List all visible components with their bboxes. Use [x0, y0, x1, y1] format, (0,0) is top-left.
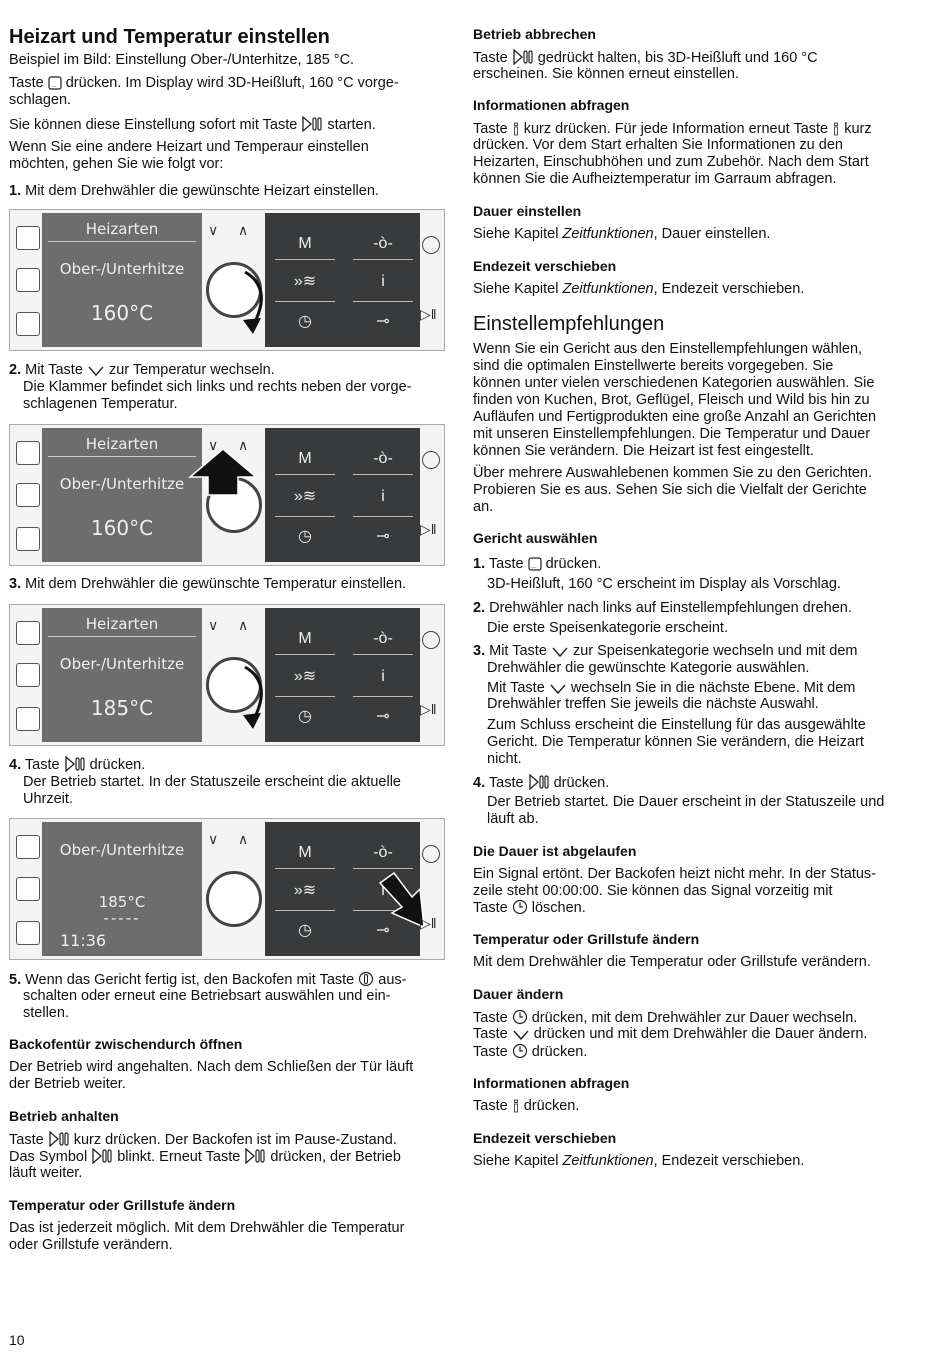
display: [42, 822, 202, 956]
m-icon[interactable]: M: [298, 630, 312, 647]
hotair-icon[interactable]: »≋: [293, 882, 317, 899]
step-1: 1. Mit dem Drehwähler die gewünschte Heizart einstellen.: [9, 183, 379, 199]
display-mode: Ober-/Unterhitze: [59, 841, 185, 859]
display-header: Heizarten: [85, 435, 159, 453]
rotary-knob[interactable]: [206, 871, 262, 927]
dish-step-1-text: 3D-Heißluft, 160 °C erscheint im Display als Vorschlag.: [487, 576, 841, 592]
info-text: drücken. Vor dem Start erhalten Sie Informationen zu den: [473, 137, 843, 153]
start-stop-icon[interactable]: ▷‖: [420, 701, 437, 717]
display: [42, 428, 202, 562]
pointer-arrow-icon: [188, 447, 258, 497]
display-header: Heizarten: [85, 615, 159, 633]
function-grid: [265, 608, 420, 742]
m-icon[interactable]: M: [298, 235, 312, 252]
cancel-text: Taste gedrückt halten, bis 3D-Heißluft und 160 °C: [473, 49, 818, 70]
paragraph: Wenn Sie eine andere Heizart und Temperaur einstellen: [9, 139, 369, 155]
expired-text: Ein Signal ertönt. Der Backofen heizt nicht mehr. In der Status-: [473, 866, 876, 882]
divider: [275, 654, 335, 655]
power-icon[interactable]: [422, 236, 440, 254]
cancel-text: erscheinen. Sie können erneut einstellen.: [473, 66, 740, 82]
heat-mode-button[interactable]: [16, 877, 40, 901]
display-mode: Ober-/Unterhitze: [59, 260, 185, 278]
divider: [275, 910, 335, 911]
dish-step-2: 2. Drehwähler nach links auf Einstellempfehlungen drehen.: [473, 600, 852, 616]
heading-info: Informationen abfragen: [473, 1075, 630, 1091]
heading-expired: Die Dauer ist abgelaufen: [473, 843, 637, 859]
temp-text: oder Grillstufe verändern.: [9, 1237, 173, 1253]
display-header: Heizarten: [85, 220, 159, 238]
power-icon[interactable]: [422, 845, 440, 863]
pause-text: Das Symbol blinkt. Erneut Taste drücken, der Betrieb: [9, 1148, 401, 1169]
expired-text: Taste löschen.: [473, 899, 586, 920]
control-panel-2: [9, 424, 445, 566]
pause-text: Taste kurz drücken. Der Backofen ist im Pause-Zustand.: [9, 1131, 397, 1152]
step-4: 4. Taste drücken.: [9, 756, 145, 777]
change-duration-text: Taste drücken.: [473, 1043, 587, 1064]
divider: [48, 241, 196, 242]
display-temp: 185°C: [90, 696, 154, 720]
svg-text:...: ...: [50, 82, 57, 89]
power-icon[interactable]: [422, 631, 440, 649]
heading-info: Informationen abfragen: [473, 97, 630, 113]
menu-button-icon: [528, 557, 542, 576]
step-5: 5. Wenn das Gericht fertig ist, den Backofen mit Taste aus-: [9, 971, 407, 992]
dish-step-3-text: Drehwähler treffen Sie jeweils die nächste Auswahl.: [487, 696, 819, 712]
dots-button[interactable]: [16, 312, 40, 336]
power-icon[interactable]: [422, 451, 440, 469]
dots-button[interactable]: [16, 527, 40, 551]
start-stop-icon: [244, 1148, 266, 1169]
divider: [353, 516, 413, 517]
recommendations-text: finden von Kuchen, Brot, Geflügel, Fleisch und Wild bis hin zu: [473, 392, 870, 408]
divider: [353, 301, 413, 302]
dish-step-3: 3. Mit Taste zur Speisenkategorie wechseln und mit dem: [473, 643, 857, 663]
control-panel-3: [9, 604, 445, 746]
start-stop-icon: [301, 116, 323, 137]
dish-step-1: 1. Taste ... drücken.: [473, 556, 601, 576]
heat-mode-button[interactable]: [16, 268, 40, 292]
start-stop-icon: [91, 1148, 113, 1169]
page-number: 10: [9, 1332, 25, 1348]
display: [42, 213, 202, 347]
clock-icon[interactable]: ◷: [298, 313, 312, 330]
recommendations-text: Über mehrere Auswahlebenen kommen Sie zu den Gerichten.: [473, 465, 872, 481]
chevron-up-icon[interactable]: ∧: [238, 437, 249, 453]
display-temp: 160°C: [90, 301, 154, 325]
recommendations-text: Probieren Sie es aus. Sehen Sie sich die Vielfalt der Gerichte: [473, 482, 867, 498]
chevron-up-icon[interactable]: ∧: [238, 222, 249, 238]
info-icon[interactable]: i: [381, 668, 385, 685]
key-icon[interactable]: ⊸: [376, 528, 390, 545]
clock-icon: [512, 1043, 528, 1064]
endtime-text: Siehe Kapitel Zeitfunktionen, Endezeit verschieben.: [473, 281, 805, 297]
recommendations-text: sind die optimalen Einstellwerte bereits vorgegeben. Sie: [473, 358, 834, 374]
control-panel-1: [9, 209, 445, 351]
dish-step-4-text: läuft ab.: [487, 811, 539, 827]
light-icon[interactable]: -ò-: [373, 630, 393, 647]
display-temp: 185°C: [98, 893, 146, 911]
door-text: Der Betrieb wird angehalten. Nach dem Schließen der Tür läuft: [9, 1059, 414, 1075]
heading-select-dish: Gericht auswählen: [473, 530, 598, 546]
example-text: Beispiel im Bild: Einstellung Ober-/Unterhitze, 185 °C.: [9, 52, 355, 68]
heading-temp: Temperatur oder Grillstufe ändern: [473, 931, 700, 947]
menu-button[interactable]: [16, 226, 40, 250]
divider: [48, 456, 196, 457]
recommendations-text: mit unseren Einstellempfehlungen. Die Temperatur und Dauer: [473, 426, 871, 442]
info-icon[interactable]: i: [381, 273, 385, 290]
display-mode: Ober-/Unterhitze: [59, 655, 185, 673]
hotair-icon[interactable]: »≋: [293, 488, 317, 505]
clock-icon: [512, 899, 528, 920]
light-icon[interactable]: -ò-: [373, 235, 393, 252]
divider: [353, 474, 413, 475]
temp-text: Das ist jederzeit möglich. Mit dem Drehwähler die Temperatur: [9, 1220, 405, 1236]
step-2-text: schlagenen Temperatur.: [23, 396, 178, 412]
endtime-text: Siehe Kapitel Zeitfunktionen, Endezeit verschieben.: [473, 1153, 805, 1169]
dots-button[interactable]: [16, 707, 40, 731]
hotair-icon[interactable]: »≋: [293, 668, 317, 685]
chevron-down-icon[interactable]: ∨: [208, 831, 219, 847]
heading-change-duration: Dauer ändern: [473, 986, 564, 1002]
step-3: 3. Mit dem Drehwähler die gewünschte Temperatur einstellen.: [9, 576, 407, 592]
control-panel-4: [9, 818, 445, 960]
temp-text: Mit dem Drehwähler die Temperatur oder Grillstufe verändern.: [473, 954, 871, 970]
paragraph: Sie können diese Einstellung sofort mit Taste starten.: [9, 116, 376, 137]
step-5-text: stellen.: [23, 1005, 69, 1021]
divider: [353, 868, 413, 869]
heading-pause: Betrieb anhalten: [9, 1108, 119, 1124]
step-2-text: Die Klammer befindet sich links und rechts neben der vorge-: [23, 379, 412, 395]
display-clock: 11:36: [60, 931, 107, 950]
heading-recommendations: Einstellempfehlungen: [473, 313, 665, 335]
menu-button[interactable]: [16, 441, 40, 465]
chevron-down-icon[interactable]: ∨: [208, 222, 219, 238]
m-icon[interactable]: M: [298, 450, 312, 467]
dish-step-3-text: Mit Taste wechseln Sie in die nächste Ebene. Mit dem: [473, 680, 855, 700]
clock-icon[interactable]: ◷: [298, 708, 312, 725]
dish-step-3-text: nicht.: [487, 751, 522, 767]
duration-text: Siehe Kapitel Zeitfunktionen, Dauer einstellen.: [473, 226, 771, 242]
info-text: können Sie die Aufheiztemperatur im Garraum abfragen.: [473, 171, 837, 187]
divider: [275, 516, 335, 517]
m-icon[interactable]: M: [298, 844, 312, 861]
dish-step-3-text: Zum Schluss erscheint die Einstellung für das ausgewählte: [487, 717, 866, 733]
chevron-down-icon[interactable]: ∨: [208, 617, 219, 633]
dish-step-3-text: Drehwähler die gewünschte Kategorie auswählen.: [487, 660, 810, 676]
start-stop-icon: [528, 774, 550, 795]
pause-text: läuft weiter.: [9, 1165, 83, 1181]
dish-step-3-text: Gericht. Die Temperatur können Sie verändern, die Heizart: [487, 734, 864, 750]
chevron-up-icon[interactable]: ∧: [238, 831, 249, 847]
menu-button[interactable]: [16, 835, 40, 859]
paragraph-cont: schlagen.: [9, 92, 72, 108]
divider: [275, 868, 335, 869]
recommendations-text: Wenn Sie ein Gericht aus den Einstellempfehlungen wählen,: [473, 341, 863, 357]
heading-duration: Dauer einstellen: [473, 203, 582, 219]
key-icon[interactable]: ⊸: [376, 708, 390, 725]
menu-button[interactable]: [16, 621, 40, 645]
recommendations-text: Aufläufen und Fertigprodukten eine große Anzahl an Gerichten: [473, 409, 877, 425]
display-progress: -----: [103, 909, 141, 927]
recommendations-text: können unter vielen verschiedenen Kategorien auswählen. Sie: [473, 375, 875, 391]
recommendations-text: an.: [473, 499, 494, 515]
dots-button[interactable]: [16, 921, 40, 945]
display-mode: Ober-/Unterhitze: [59, 475, 185, 493]
function-grid: [265, 428, 420, 562]
clock-icon[interactable]: ◷: [298, 922, 312, 939]
key-icon[interactable]: ⊸: [376, 922, 390, 939]
divider: [353, 696, 413, 697]
door-text: der Betrieb weiter.: [9, 1076, 126, 1092]
info-icon[interactable]: i: [381, 882, 385, 899]
display-temp: 160°C: [90, 516, 154, 540]
heading-temp: Temperatur oder Grillstufe ändern: [9, 1197, 236, 1213]
light-icon[interactable]: -ò-: [373, 844, 393, 861]
expired-text: zeile steht 00:00:00. Sie können das Signal vorzeitig mit: [473, 883, 833, 899]
heading-endtime: Endezeit verschieben: [473, 1130, 617, 1146]
dish-step-4-text: Der Betrieb startet. Die Dauer erscheint in der Statuszeile und: [487, 794, 885, 810]
svg-text:...: ...: [530, 563, 537, 570]
info-icon[interactable]: i: [381, 488, 385, 505]
step-4-text: Uhrzeit.: [23, 791, 73, 807]
start-stop-icon[interactable]: ▷‖: [420, 306, 437, 322]
divider: [275, 301, 335, 302]
chevron-down-icon[interactable]: ∨: [208, 437, 219, 453]
page-title: Heizart und Temperatur einstellen: [9, 26, 330, 48]
step-2: 2. Mit Taste zur Temperatur wechseln.: [9, 362, 275, 382]
recommendations-text: können Sie verändern. Die Heizart ist fest eingestellt.: [473, 443, 814, 459]
heading-cancel: Betrieb abbrechen: [473, 26, 596, 42]
divider: [275, 259, 335, 260]
step-4-text: Der Betrieb startet. In der Statuszeile erscheint die aktuelle: [23, 774, 401, 790]
info-text: Taste kurz drücken. Für jede Information erneut Taste kurz: [473, 121, 872, 141]
step-5-text: schalten oder erneut eine Betriebsart auswählen und ein-: [23, 988, 391, 1004]
light-icon[interactable]: -ò-: [373, 450, 393, 467]
display: [42, 608, 202, 742]
chevron-up-icon[interactable]: ∧: [238, 617, 249, 633]
paragraph-cont: möchten, gehen Sie wie folgt vor:: [9, 156, 224, 172]
change-duration-text: Taste drücken, mit dem Drehwähler zur Dauer wechseln.: [473, 1009, 857, 1030]
divider: [353, 259, 413, 260]
start-stop-icon[interactable]: ▷‖: [420, 915, 437, 931]
info-icon: [512, 1099, 520, 1118]
heat-mode-button[interactable]: [16, 663, 40, 687]
function-grid: [265, 213, 420, 347]
hotair-icon[interactable]: »≋: [293, 273, 317, 290]
paragraph: Taste ... drücken. Im Display wird 3D-Heißluft, 160 °C vorge-: [9, 75, 399, 95]
divider: [48, 636, 196, 637]
divider: [275, 474, 335, 475]
start-stop-icon[interactable]: ▷‖: [420, 521, 437, 537]
info-text: Taste drücken.: [473, 1098, 579, 1118]
info-text: Heizarten, Einschubhöhen und zum Zubehör. Nach dem Start: [473, 154, 869, 170]
divider: [275, 696, 335, 697]
heading-endtime: Endezeit verschieben: [473, 258, 617, 274]
heat-mode-button[interactable]: [16, 483, 40, 507]
key-icon[interactable]: ⊸: [376, 313, 390, 330]
heading-door: Backofentür zwischendurch öffnen: [9, 1036, 243, 1052]
clock-icon[interactable]: ◷: [298, 528, 312, 545]
change-duration-text: Taste drücken und mit dem Drehwähler die Dauer ändern.: [473, 1026, 867, 1046]
divider: [353, 654, 413, 655]
dish-step-4: 4. Taste drücken.: [473, 774, 609, 795]
dish-step-2-text: Die erste Speisenkategorie erscheint.: [487, 620, 728, 636]
